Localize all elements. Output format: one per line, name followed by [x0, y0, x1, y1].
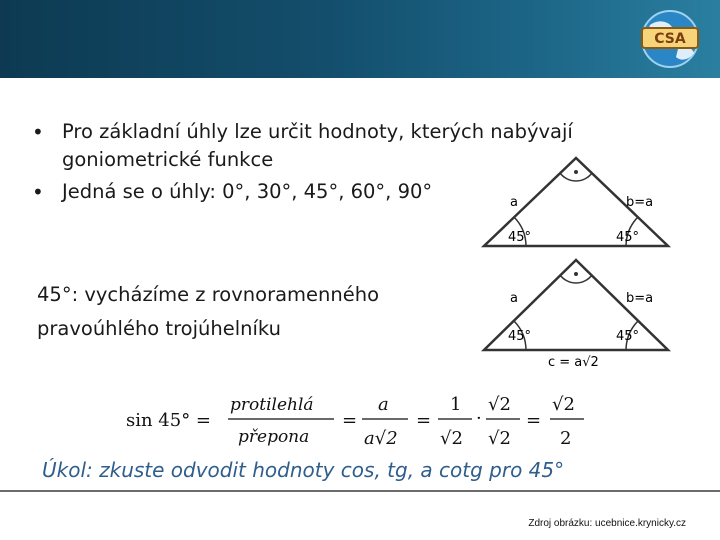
formula-den-5: 2 — [560, 428, 572, 449]
header-band — [0, 0, 720, 78]
triangle-diagram-2 — [476, 252, 676, 372]
side-label-left-1: a — [510, 195, 518, 210]
formula-den-4: √2 — [488, 428, 511, 449]
side-label-right-2: b=a — [626, 291, 654, 306]
angle-label-right-1: 45° — [616, 230, 640, 245]
right-angle-dot-1 — [574, 170, 578, 174]
logo-text: CSA — [654, 31, 686, 47]
formula-eq-1: = — [342, 410, 358, 431]
right-angle-dot-2 — [574, 272, 578, 276]
base-label-2: c = a√2 — [548, 355, 599, 370]
source-caption: Zdroj obrázku: ucebnice.krynicky.cz — [528, 518, 686, 529]
formula-num-2: a — [378, 394, 389, 415]
formula-den-1: přepona — [238, 427, 310, 447]
formula-eq-3: = — [526, 410, 542, 431]
formula-num-3: 1 — [450, 394, 462, 415]
formula-num-4: √2 — [488, 394, 511, 415]
bullet-item-2: • Jedná se o úhly: 0°, 30°, 45°, 60°, 90° — [30, 178, 680, 206]
triangle-diagram-1 — [476, 150, 676, 252]
formula-den-3: √2 — [440, 428, 463, 449]
formula-lhs: sin 45° = — [126, 410, 212, 431]
angle-label-left-1: 45° — [508, 230, 532, 245]
angle-label-left-2: 45° — [508, 329, 532, 344]
formula-num-5: √2 — [552, 394, 575, 415]
formula-num-1: protilehlá — [230, 395, 314, 415]
formula-eq-2: = — [416, 410, 432, 431]
side-label-left-2: a — [510, 291, 518, 306]
csa-logo-globe-icon — [638, 9, 702, 69]
formula-den-2: a√2 — [364, 428, 398, 449]
lead-text: 45°: vycházíme z rovnoramenného pravoúhlého trojúhelníku — [37, 283, 380, 340]
formula-dot: · — [476, 408, 482, 429]
bullet-item-1: • Pro základní úhly lze určit hodnoty, kterých nabývají goniometrické funkce — [30, 118, 680, 174]
sine-formula — [122, 386, 592, 454]
bottom-divider — [0, 490, 720, 492]
task-text: Úkol: zkuste odvodit hodnoty cos, tg, a cotg pro 45° — [42, 458, 565, 482]
side-label-right-1: b=a — [626, 195, 654, 210]
angle-label-right-2: 45° — [616, 329, 640, 344]
